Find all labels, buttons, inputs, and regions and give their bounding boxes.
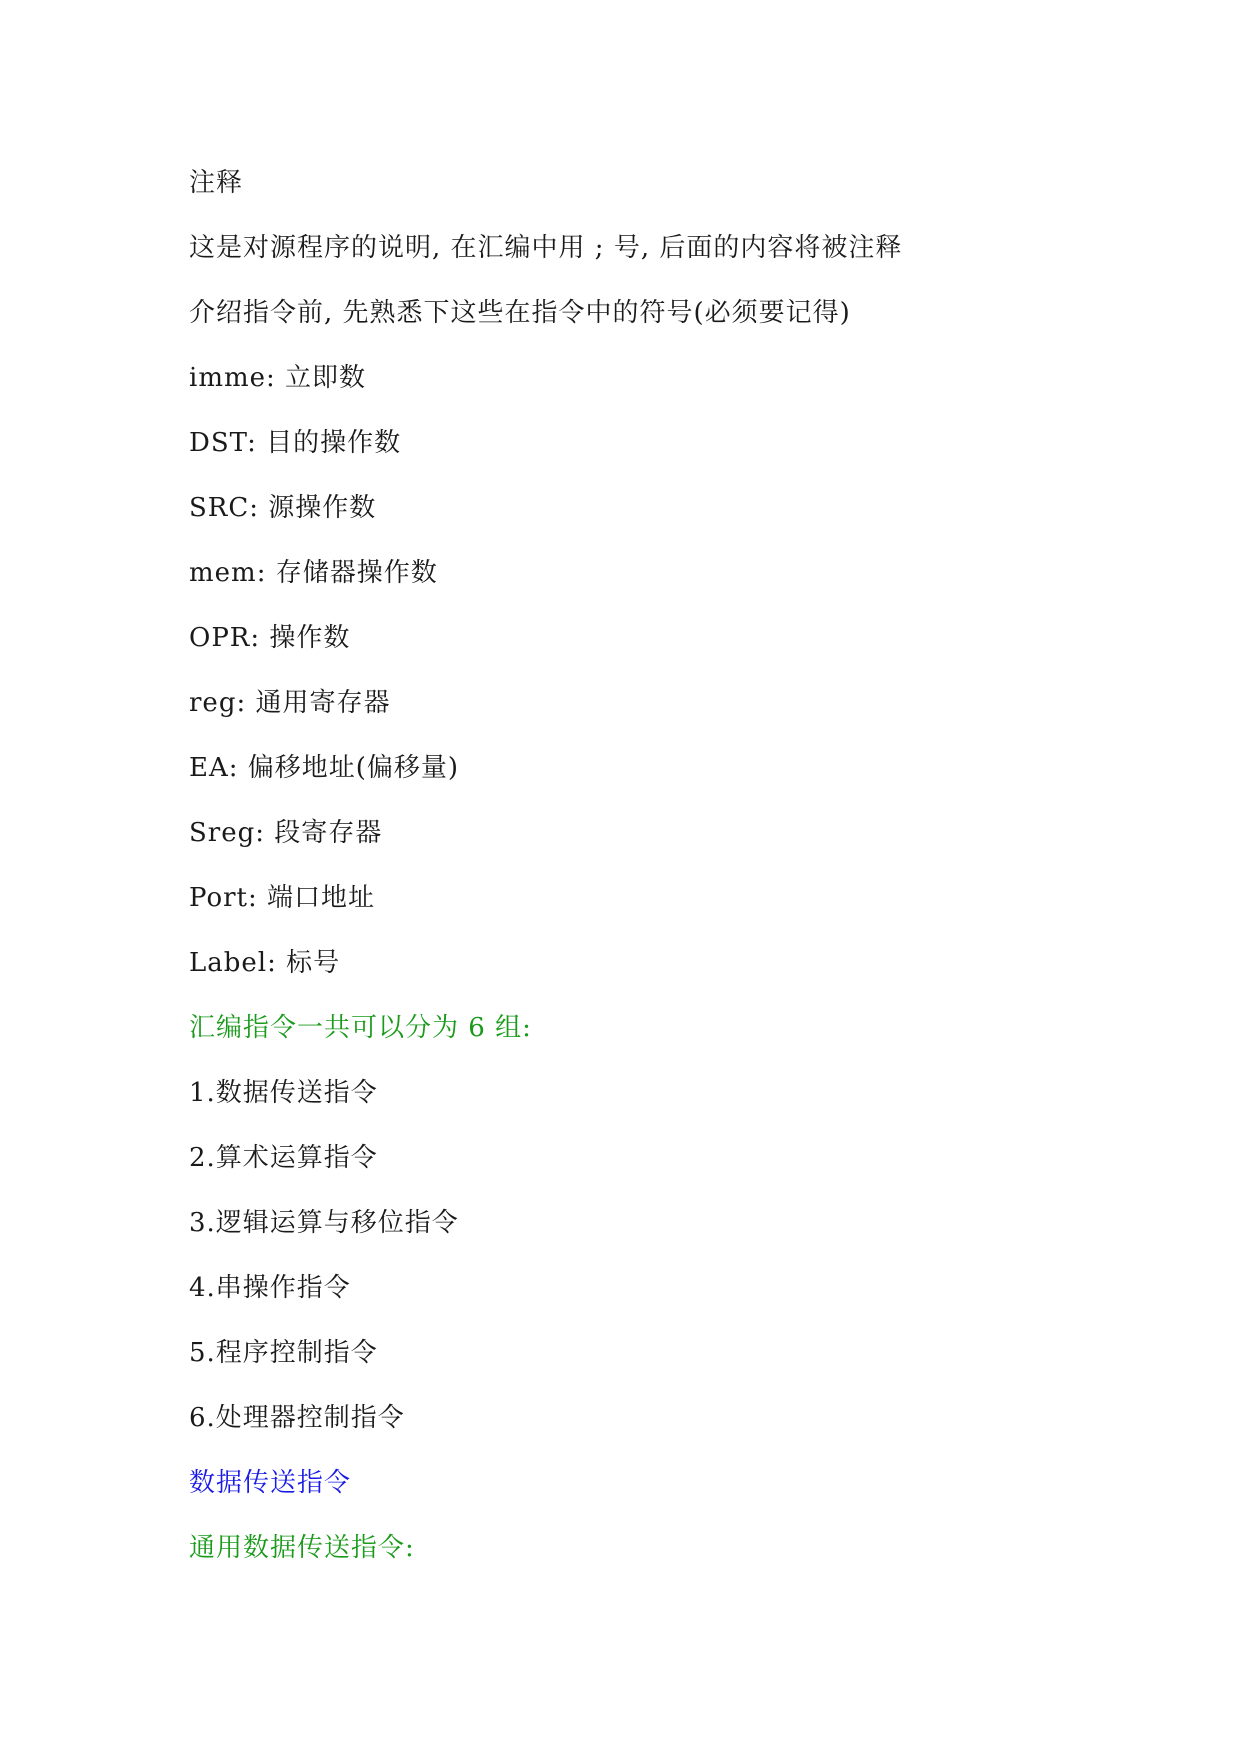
paragraph-comment-description: 这是对源程序的说明, 在汇编中用 ; 号, 后面的内容将被注释 (189, 233, 903, 263)
heading-comment: 注释 (189, 168, 244, 198)
symbol-item: SRC: 源操作数 (189, 493, 377, 523)
symbol-item: Label: 标号 (189, 948, 341, 978)
symbol-item: Sreg: 段寄存器 (189, 818, 383, 848)
group-item: 3.逻辑运算与移位指令 (189, 1208, 459, 1238)
group-item: 6.处理器控制指令 (189, 1403, 405, 1433)
group-item: 2.算术运算指令 (189, 1143, 378, 1173)
subsection-title: 通用数据传送指令: (189, 1533, 415, 1563)
group-item: 1.数据传送指令 (189, 1078, 378, 1108)
section-title: 数据传送指令 (189, 1468, 352, 1498)
symbol-item: Port: 端口地址 (189, 883, 375, 913)
paragraph-symbols-intro: 介绍指令前, 先熟悉下这些在指令中的符号(必须要记得) (189, 298, 851, 328)
group-item: 5.程序控制指令 (189, 1338, 378, 1368)
symbol-item: imme: 立即数 (189, 363, 367, 393)
symbol-item: mem: 存储器操作数 (189, 558, 438, 588)
symbol-item: OPR: 操作数 (189, 623, 351, 653)
group-item: 4.串操作指令 (189, 1273, 351, 1303)
groups-heading: 汇编指令一共可以分为 6 组: (189, 1013, 532, 1043)
symbol-item: reg: 通用寄存器 (189, 688, 391, 718)
symbol-item: EA: 偏移地址(偏移量) (189, 753, 460, 783)
symbol-item: DST: 目的操作数 (189, 428, 402, 458)
